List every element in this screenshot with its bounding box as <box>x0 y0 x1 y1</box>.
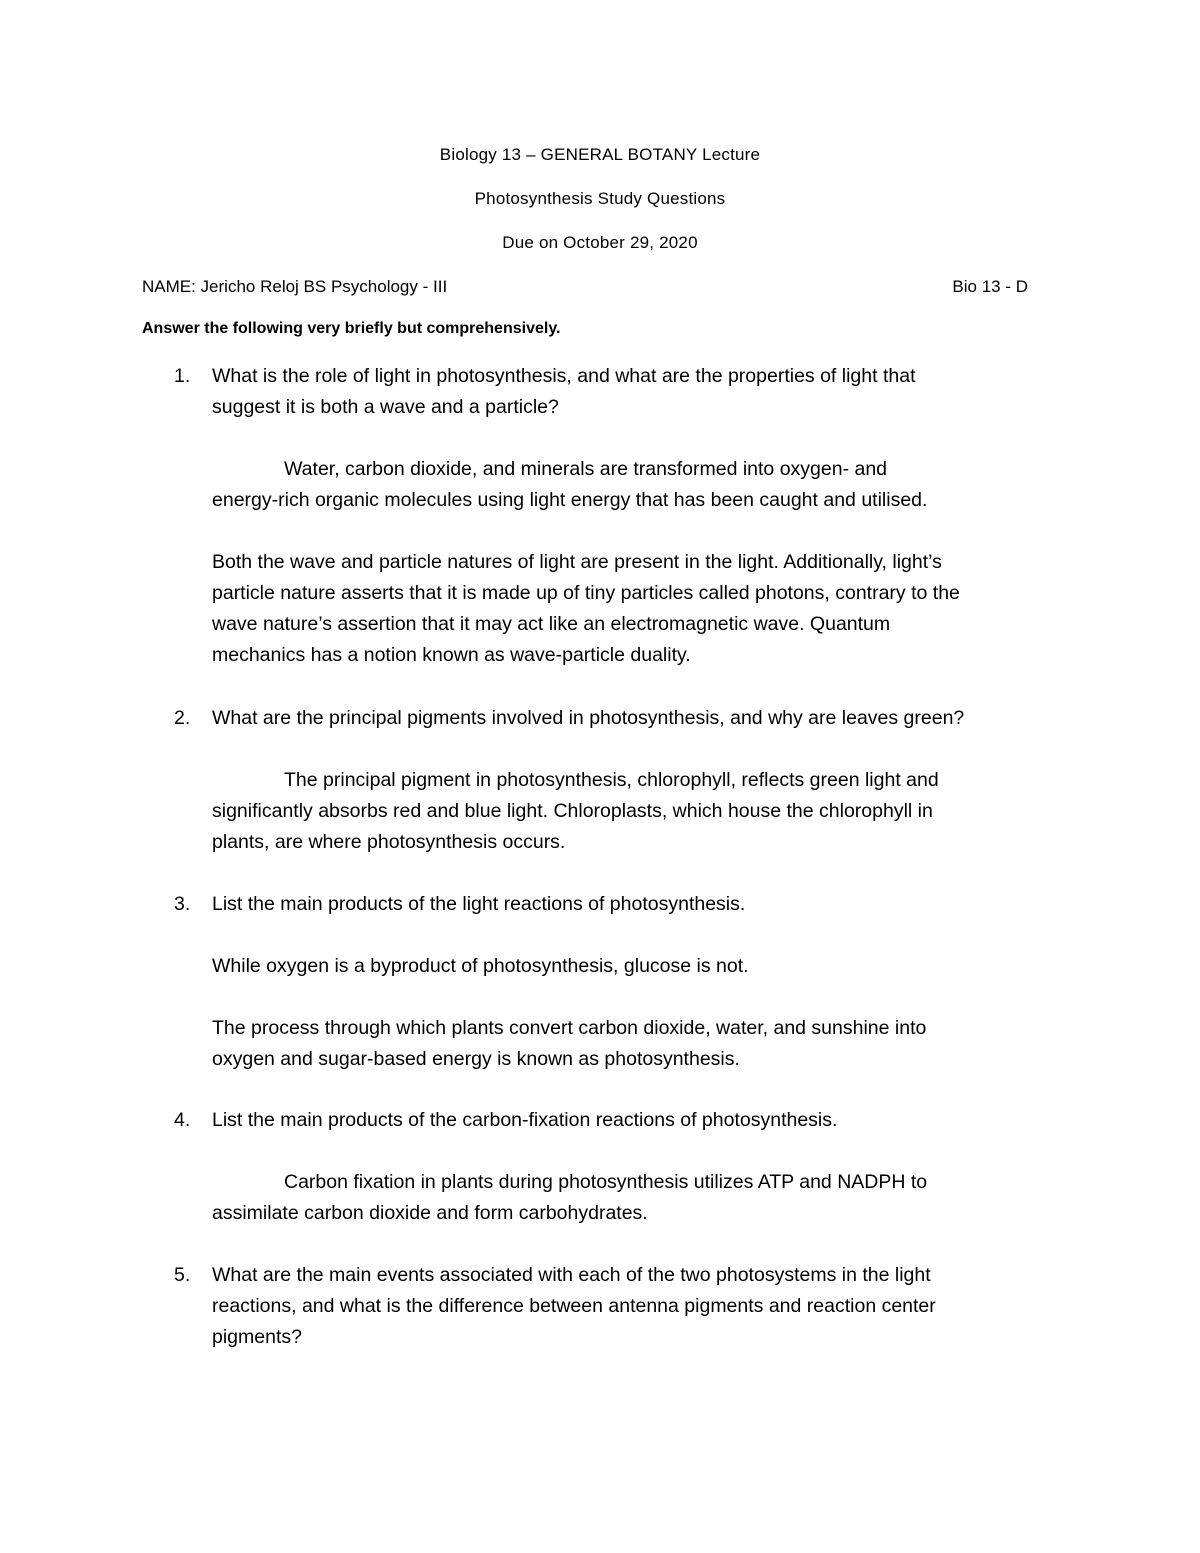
answer-line: assimilate carbon dioxide and form carbohydrates. <box>212 1202 648 1224</box>
answer-line: Water, carbon dioxide, and minerals are transformed into oxygen- and <box>284 458 888 480</box>
answer-line: The process through which plants convert carbon dioxide, water, and sunshine into <box>212 1017 927 1039</box>
question-text <box>212 1260 936 1353</box>
answer-1-paragraph-1 <box>212 454 927 516</box>
question-line: What are the main events associated with each of the two photosystems in the light <box>212 1264 931 1286</box>
question-line: List the main products of the carbon-fixation reactions of photosynthesis. <box>212 1109 838 1131</box>
answer-line: mechanics has a notion known as wave-particle duality. <box>212 644 691 666</box>
question-text <box>212 1105 837 1136</box>
question-line: suggest it is both a wave and a particle? <box>212 396 559 418</box>
answer-line: energy-rich organic molecules using light energy that has been caught and utilised. <box>212 489 928 511</box>
instructions: Answer the following very briefly but comprehensively. <box>142 320 561 337</box>
answer-line: Carbon fixation in plants during photosynthesis utilizes ATP and NADPH to <box>284 1171 928 1193</box>
course-title: Biology 13 – GENERAL BOTANY Lecture <box>439 145 761 164</box>
question-line: List the main products of the light reactions of photosynthesis. <box>212 893 746 915</box>
question-line: reactions, and what is the difference between antenna pigments and reaction center <box>212 1295 936 1317</box>
question-line: What are the principal pigments involved in photosynthesis, and why are leaves green? <box>212 707 965 729</box>
question-number: 2. <box>174 707 191 729</box>
answer-line: oxygen and sugar-based energy is known as photosynthesis. <box>212 1048 740 1070</box>
answer-line: While oxygen is a byproduct of photosynthesis, glucose is not. <box>212 955 749 977</box>
answer-line: Both the wave and particle natures of light are present in the light. Additionally, light’s <box>212 551 942 573</box>
question-line: What is the role of light in photosynthesis, and what are the properties of light that <box>212 365 916 387</box>
question-text <box>212 889 745 920</box>
answer-line: The principal pigment in photosynthesis, chlorophyll, reflects green light and <box>284 769 939 791</box>
question-number: 1. <box>174 365 191 387</box>
document-title: Photosynthesis Study Questions <box>474 189 726 208</box>
student-name: NAME: Jericho Reloj BS Psychology - III <box>142 277 448 296</box>
student-info-row <box>142 277 1028 297</box>
answer-4-paragraph-1 <box>212 1167 927 1229</box>
answer-3-paragraph-1 <box>212 951 749 982</box>
question-number: 3. <box>174 893 191 915</box>
answer-2-paragraph-1 <box>212 765 939 858</box>
question-text <box>212 361 916 423</box>
answer-1-paragraph-2 <box>212 547 960 671</box>
due-date: Due on October 29, 2020 <box>502 233 698 252</box>
answer-line: significantly absorbs red and blue light. Chloroplasts, which house the chlorophyll in <box>212 800 933 822</box>
answer-line: wave nature’s assertion that it may act like an electromagnetic wave. Quantum <box>212 613 891 635</box>
question-line: pigments? <box>212 1326 302 1348</box>
answer-3-paragraph-2 <box>212 1013 926 1075</box>
answer-line: particle nature asserts that it is made up of tiny particles called photons, contrary to the <box>212 582 960 604</box>
question-text <box>212 703 964 734</box>
class-section: Bio 13 - D <box>952 277 1028 296</box>
question-number: 5. <box>174 1264 191 1286</box>
question-number: 4. <box>174 1109 191 1131</box>
answer-line: plants, are where photosynthesis occurs. <box>212 831 566 853</box>
